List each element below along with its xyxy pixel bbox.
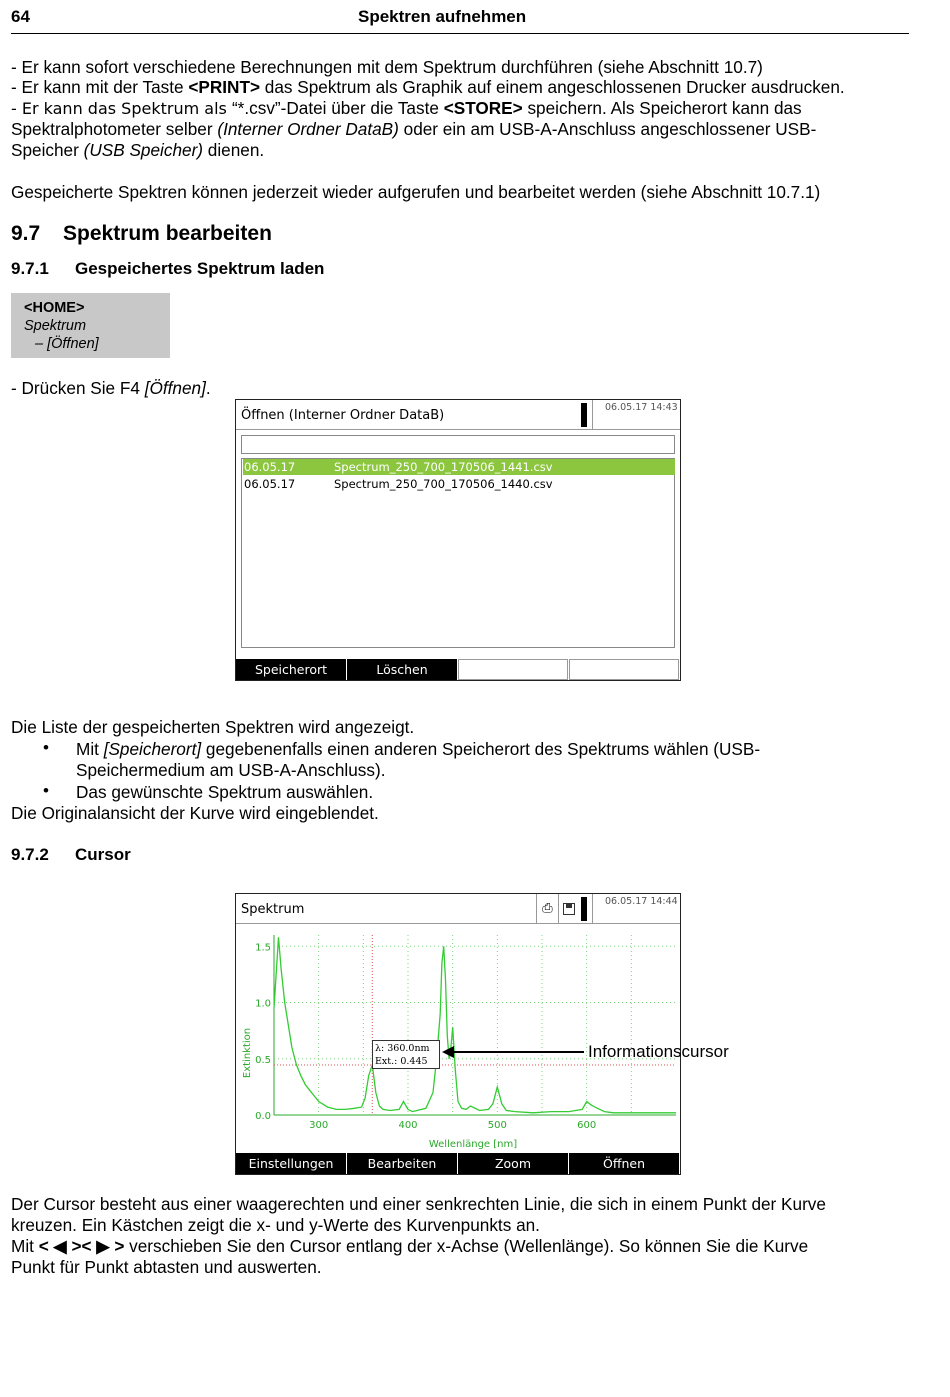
- x-tick-label: 300: [309, 1120, 329, 1131]
- screen-title: Spektrum: [241, 902, 305, 917]
- x-tick-label: 500: [487, 1120, 507, 1131]
- cursor-wavelength: λ: 360.0nm: [375, 1043, 430, 1054]
- file-filter-input[interactable]: [241, 435, 675, 454]
- page-number: 64: [11, 7, 30, 26]
- battery-icon: [581, 897, 587, 921]
- y-tick-label: 1.0: [255, 998, 271, 1010]
- screen-title: Öffnen (Interner Ordner DataB): [241, 408, 445, 423]
- y-tick-label: 0.0: [255, 1111, 271, 1122]
- intro-line-6: Gespeicherte Spektren können jederzeit wieder aufgerufen und bearbeitet werden (siehe Abschnitt 10.7.1): [11, 182, 821, 202]
- cursor-info-box: [372, 1040, 440, 1069]
- bullet-text-1b: Speichermedium am USB-A-Anschluss).: [76, 760, 386, 780]
- intro-line-5: Speicher (USB Speicher) dienen.: [11, 140, 265, 160]
- spectrum-series-line: [274, 937, 676, 1113]
- cursor-text-3: Mit < ◀ >< ▶ > verschieben Sie den Cursor entlang der x-Achse (Wellenlänge). So können Sie die Kurve: [11, 1236, 809, 1256]
- screen-clock: 06.05.17 14:44: [592, 894, 680, 924]
- bullet-1: •: [43, 738, 49, 757]
- softkey-einstellungen[interactable]: Einstellungen: [236, 1153, 346, 1174]
- screen-title-bar: [236, 894, 680, 924]
- file-date: 06.05.17: [244, 460, 296, 474]
- screen-clock: 06.05.17 14:43: [592, 400, 680, 430]
- cursor-extinction: Ext.: 0.445: [375, 1056, 428, 1067]
- x-axis-label: Wellenlänge [nm]: [428, 1139, 518, 1150]
- softkey-empty-3[interactable]: [458, 659, 568, 680]
- cursor-text-1: Der Cursor besteht aus einer waagerechten und einer senkrechten Linie, die sich in einem Punkt der Kurve: [11, 1194, 826, 1214]
- file-list: [241, 458, 675, 648]
- cursor-text-4: Punkt für Punkt abtasten und auswerten.: [11, 1257, 322, 1277]
- battery-icon: [581, 403, 587, 427]
- softkey-bar: [236, 1153, 680, 1174]
- intro-line-4: Spektralphotometer selber (Interner Ordner DataB) oder ein am USB-A-Anschluss angeschlossener USB-: [11, 119, 817, 139]
- softkey-loeschen[interactable]: Löschen: [347, 659, 457, 680]
- softkey-speicherort[interactable]: Speicherort: [236, 659, 346, 680]
- file-row[interactable]: [243, 459, 675, 475]
- y-tick-label: 1.5: [255, 942, 271, 954]
- intro-line-2: - Er kann mit der Taste <PRINT> das Spektrum als Graphik auf einem angeschlossenen Drucker ausdrucken.: [11, 77, 845, 97]
- chapter-title: Spektren aufnehmen: [358, 7, 527, 26]
- screen-title-bar: [236, 400, 680, 430]
- y-tick-label: 0.5: [255, 1054, 271, 1066]
- nav-spektrum: Spektrum: [24, 318, 87, 334]
- bullet-text-2: Das gewünschte Spektrum auswählen.: [76, 782, 374, 802]
- cursor-text-2: kreuzen. Ein Kästchen zeigt die x- und y-Werte des Kurvenpunkts an.: [11, 1215, 540, 1235]
- softkey-bearbeiten[interactable]: Bearbeiten: [347, 1153, 457, 1174]
- y-axis-label: Extinktion: [242, 1027, 253, 1079]
- open-file-screen: [235, 399, 681, 681]
- nav-home: <HOME>: [24, 300, 85, 316]
- file-name: Spectrum_250_700_170506_1440.csv: [334, 477, 553, 491]
- header-rule: [11, 33, 909, 34]
- softkey-bar: [236, 659, 680, 680]
- file-date: 06.05.17: [244, 477, 296, 491]
- section-heading-9-7: 9.7 Spektrum bearbeiten: [11, 222, 272, 245]
- list-text-1: Die Liste der gespeicherten Spektren wird angezeigt.: [11, 717, 415, 737]
- callout-label: Informationscursor: [588, 1042, 729, 1061]
- arrow-keys: < ◀ >< ▶ >: [38, 1236, 125, 1256]
- softkey-empty-4[interactable]: [569, 659, 679, 680]
- printer-icon[interactable]: ⎙: [536, 894, 558, 924]
- file-name: Spectrum_250_700_170506_1441.csv: [334, 460, 553, 474]
- press-f4-text: - Drücken Sie F4 [Öffnen].: [11, 378, 211, 398]
- callout-arrow: [440, 1043, 590, 1061]
- intro-line-3: - Er kann das Spektrum als “*.csv”-Datei über die Taste <STORE> speichern. Als Speicherort kann das: [11, 98, 802, 118]
- spectrum-screen: [235, 893, 681, 1175]
- section-heading-9-7-2: 9.7.2 Cursor: [11, 845, 131, 864]
- bullet-text-1a: Mit [Speicherort] gegebenenfalls einen anderen Speicherort des Spektrums wählen (USB-: [76, 739, 761, 759]
- save-icon[interactable]: [558, 894, 578, 924]
- section-heading-9-7-1: 9.7.1 Gespeichertes Spektrum laden: [11, 259, 325, 278]
- x-tick-label: 400: [398, 1120, 418, 1131]
- navigation-path-box: [11, 293, 170, 358]
- intro-line-1: - Er kann sofort verschiedene Berechnungen mit dem Spektrum durchführen (siehe Abschnitt 10.7): [11, 57, 763, 77]
- x-tick-label: 600: [577, 1120, 597, 1131]
- spectrum-chart: [236, 925, 680, 1153]
- bullet-2: •: [43, 781, 49, 800]
- softkey-zoom[interactable]: Zoom: [458, 1153, 568, 1174]
- list-text-2: Die Originalansicht der Kurve wird eingeblendet.: [11, 803, 379, 823]
- file-row[interactable]: [243, 476, 675, 492]
- softkey-oeffnen[interactable]: Öffnen: [569, 1153, 679, 1174]
- nav-oeffnen: – [Öffnen]: [35, 336, 99, 352]
